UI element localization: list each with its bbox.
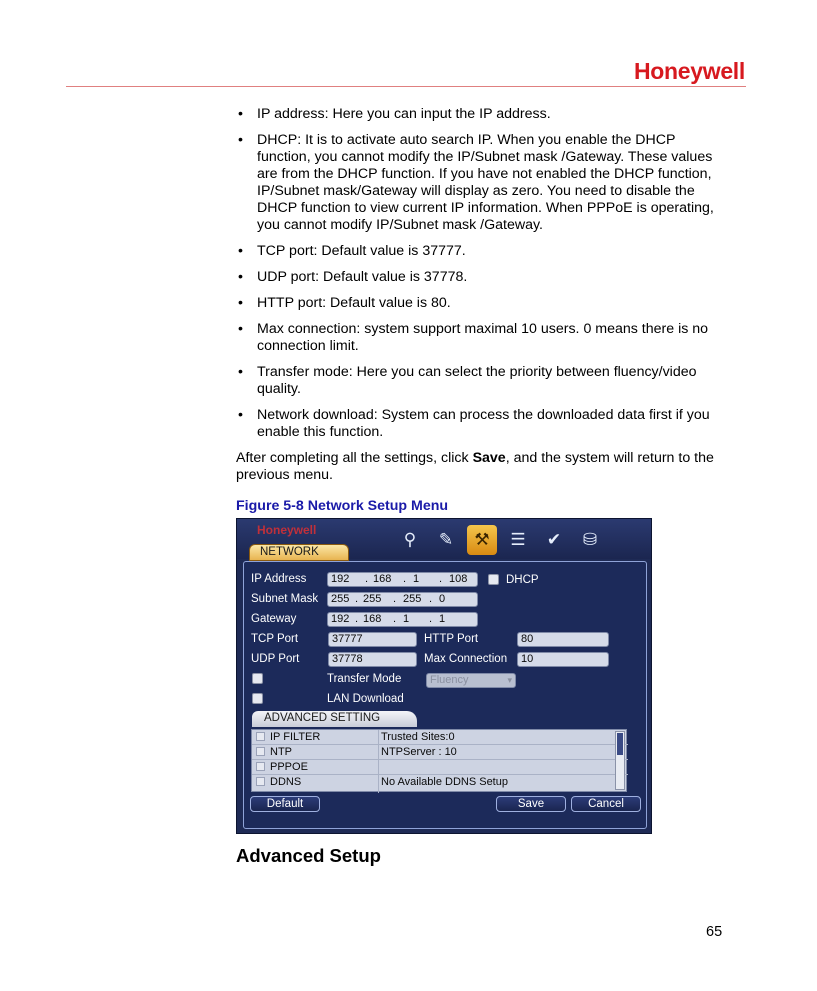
chevron-down-icon: ▾ — [507, 675, 512, 685]
table-scrollbar[interactable] — [615, 731, 625, 790]
check-icon[interactable]: ✔ — [546, 530, 562, 549]
header-rule — [66, 86, 746, 87]
table-row[interactable]: IP FILTER Trusted Sites:0 — [252, 730, 628, 745]
subnet-mask-field[interactable]: 255 . 255 . 255 . 0 — [327, 592, 478, 607]
udp-port-label: UDP Port — [251, 653, 300, 665]
honeywell-logo: Honeywell — [633, 58, 745, 84]
transfer-mode-checkbox[interactable] — [252, 673, 263, 684]
default-button[interactable]: Default — [250, 796, 320, 812]
transfer-mode-select[interactable]: Fluency ▾ — [426, 673, 516, 688]
scrollbar-thumb[interactable] — [617, 733, 623, 755]
table-row[interactable]: PPPOE — [252, 760, 628, 775]
table-row[interactable]: DDNS No Available DDNS Setup — [252, 775, 628, 790]
page-number: 65 — [706, 924, 723, 940]
tcp-port-field[interactable]: 37777 — [328, 632, 417, 647]
list-item: • DHCP: It is to activate auto search IP. When you enable the DHCP function, you cannot modify the IP/Subnet mask /Gateway. These values are from the DHCP function. If you have not enabled the DHCP function, IP/Subnet mask/Gateway will display as zero. You need to disable the DHCP function to view current IP information. When PPPoE is operating, you cannot modify IP/Subnet mask /Gateway. — [238, 132, 714, 233]
advanced-settings-table — [251, 729, 627, 792]
dhcp-checkbox[interactable] — [488, 574, 499, 585]
edit-icon[interactable]: ✎ — [438, 530, 454, 549]
max-connection-field[interactable]: 10 — [517, 652, 609, 667]
subnet-mask-label: Subnet Mask — [251, 593, 319, 605]
gateway-label: Gateway — [251, 613, 297, 625]
transfer-mode-label: Transfer Mode — [327, 673, 402, 685]
ip-address-label: IP Address — [251, 573, 307, 585]
http-port-field[interactable]: 80 — [517, 632, 609, 647]
lan-download-label: LAN Download — [327, 693, 404, 705]
tcp-port-label: TCP Port — [251, 633, 299, 645]
notes-icon[interactable]: ☰ — [510, 530, 526, 549]
section-title: Advanced Setup — [236, 845, 381, 866]
udp-port-field[interactable]: 37778 — [328, 652, 417, 667]
lan-download-checkbox[interactable] — [252, 693, 263, 704]
gateway-field[interactable]: 192 . 168 . 1 . 1 — [327, 612, 478, 627]
table-row[interactable]: NTP NTPServer : 10 — [252, 745, 628, 760]
after-settings-paragraph: After completing all the settings, click Save, and the system will return to the previous menu. — [236, 450, 714, 483]
dhcp-label: DHCP — [506, 574, 539, 586]
list-item: • Max connection: system support maximal 10 users. 0 means there is no connection limit. — [238, 321, 709, 354]
list-item: • HTTP port: Default value is 80. — [238, 295, 451, 311]
list-item: • TCP port: Default value is 37777. — [238, 243, 466, 259]
body-content — [236, 106, 726, 515]
toolbar-icons — [395, 525, 605, 555]
http-port-label: HTTP Port — [424, 633, 479, 645]
tools-icon[interactable]: ⚒ — [467, 525, 497, 555]
disk-icon[interactable]: ⛁ — [582, 530, 598, 549]
screen-brand: Honeywell — [257, 523, 317, 537]
list-item: • Transfer mode: Here you can select the priority between fluency/video quality. — [238, 364, 697, 397]
figure-caption: Figure 5-8 Network Setup Menu — [236, 498, 449, 514]
cancel-button[interactable]: Cancel — [571, 796, 641, 812]
tab-advanced-setting[interactable]: ADVANCED SETTING — [252, 711, 417, 727]
list-item: • UDP port: Default value is 37778. — [238, 269, 468, 285]
tab-network[interactable]: NETWORK — [249, 544, 349, 561]
network-setup-screenshot — [236, 518, 652, 834]
list-item: • Network download: System can process the downloaded data first if you enable this function. — [238, 407, 710, 440]
ip-address-field[interactable]: 192 . 168 . 1 . 108 — [327, 572, 478, 587]
max-connection-label: Max Connection — [424, 653, 508, 665]
search-icon[interactable]: ⚲ — [403, 530, 417, 549]
save-button[interactable]: Save — [496, 796, 566, 812]
column-divider — [378, 730, 379, 793]
list-item: • IP address: Here you can input the IP address. — [238, 106, 551, 122]
bullet-list — [236, 106, 726, 441]
